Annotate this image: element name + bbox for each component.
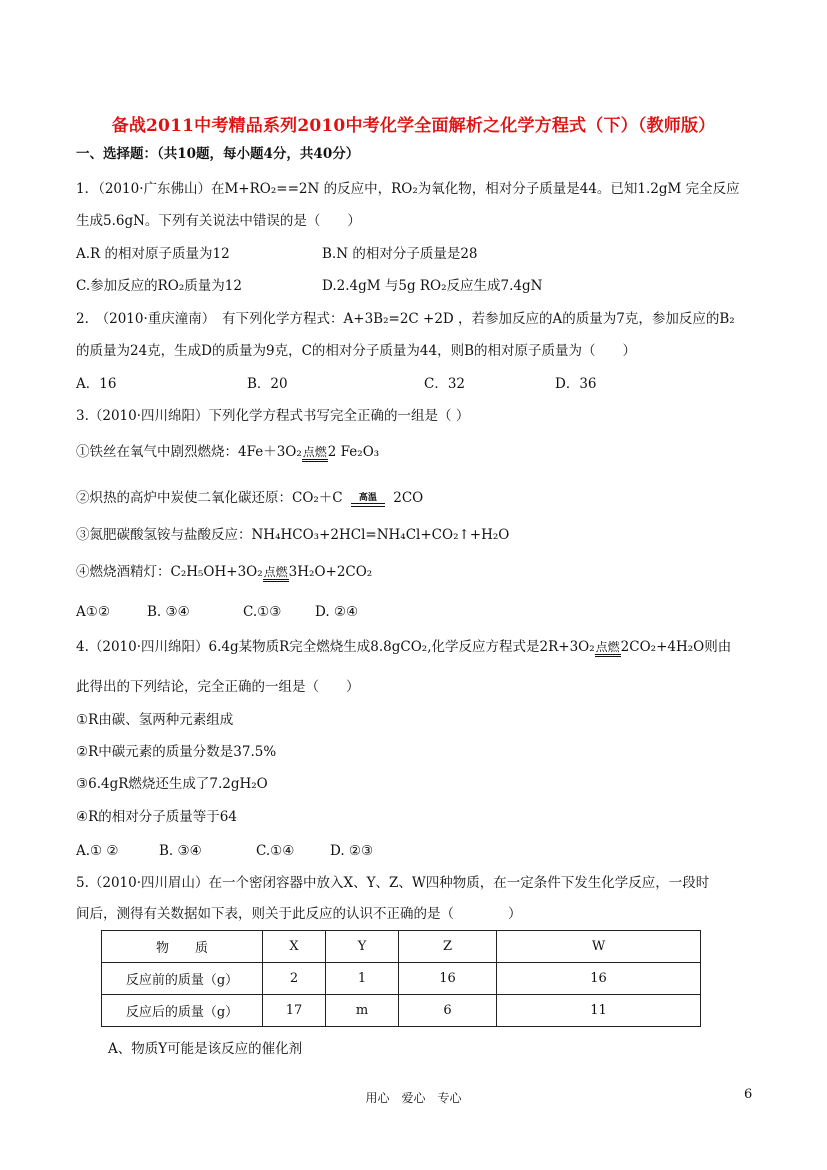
q3-item-2-text: ②炽热的高炉中炭使二氧化碳还原：CO₂＋C bbox=[76, 490, 343, 506]
q4-item-3: ③6.4gR燃烧还生成了7.2gH₂O bbox=[76, 776, 268, 792]
q4-option-a: A.① ② bbox=[76, 843, 119, 859]
table-row bbox=[102, 995, 701, 1027]
q4-stem-tail: 2CO₂+4H₂O则由 bbox=[620, 639, 732, 655]
q3-item-1-condition: 点燃 bbox=[302, 445, 328, 462]
q4-stem-line2: 此得出的下列结论，完全正确的一组是（ ） bbox=[76, 679, 360, 695]
q4-option-b: B. ③④ bbox=[159, 843, 202, 859]
q3-item-4-product: 3H₂O+2CO₂ bbox=[288, 564, 373, 580]
q3-stem: 3.（2010·四川绵阳）下列化学方程式书写完全正确的一组是（ ） bbox=[76, 408, 470, 424]
table-cell: 反应后的质量（g） bbox=[102, 995, 263, 1027]
q3-option-a: A①② bbox=[76, 604, 110, 620]
q4-option-d: D. ②③ bbox=[330, 843, 374, 859]
q4-option-c: C.①④ bbox=[256, 843, 295, 859]
page-number: 6 bbox=[744, 1087, 753, 1102]
q3-item-2-double-line bbox=[351, 503, 385, 507]
q5-stem-line2: 间后，测得有关数据如下表，则关于此反应的认识不正确的是（ ） bbox=[76, 906, 522, 922]
page-footer: 用心 爱心 专心 bbox=[365, 1091, 462, 1105]
table-header-cell: Y bbox=[326, 931, 399, 963]
q3-item-1-text: ①铁丝在氧气中剧烈燃烧：4Fe＋3O₂ bbox=[76, 444, 302, 460]
q4-item-4: ④R的相对分子质量等于64 bbox=[76, 809, 237, 825]
q1-option-d: D.2.4gM 与5g RO₂反应生成7.4gN bbox=[322, 278, 543, 294]
table-cell: 6 bbox=[399, 995, 497, 1027]
q2-stem-line2: 的质量为24克，生成D的质量为9克，C的相对分子质量为44，则B的相对原子质量为（ ） bbox=[76, 343, 637, 359]
q4-item-1: ①R由碳、氢两种元素组成 bbox=[76, 712, 234, 728]
q3-item-2 bbox=[76, 489, 423, 507]
table-header-cell: X bbox=[263, 931, 326, 963]
table-row bbox=[102, 931, 701, 963]
table-cell: 16 bbox=[497, 963, 701, 995]
q3-option-c: C.①③ bbox=[243, 604, 282, 620]
q3-item-3: ③氮肥碳酸氢铵与盐酸反应：NH₄HCO₃+2HCl=NH₄Cl+CO₂↑+H₂O bbox=[76, 527, 510, 543]
table-cell: m bbox=[326, 995, 399, 1027]
q1-stem-line2: 生成5.6gN。下列有关说法中错误的是（ ） bbox=[76, 213, 361, 229]
table-header-cell: Z bbox=[399, 931, 497, 963]
q3-item-1-product: 2 Fe₂O₃ bbox=[327, 444, 380, 460]
q3-item-4 bbox=[76, 563, 372, 582]
q3-option-b: B. ③④ bbox=[147, 604, 190, 620]
q2-option-d: D．36 bbox=[555, 376, 597, 392]
table-row bbox=[102, 963, 701, 995]
table-cell: 1 bbox=[326, 963, 399, 995]
q4-item-2: ②R中碳元素的质量分数是37.5% bbox=[76, 744, 277, 760]
table-header-cell: 物 质 bbox=[102, 931, 263, 963]
table-cell: 16 bbox=[399, 963, 497, 995]
table-cell: 17 bbox=[263, 995, 326, 1027]
q3-item-4-condition: 点燃 bbox=[263, 565, 289, 582]
document-title: 备战2011中考精品系列2010中考化学全面解析之化学方程式（下）（教师版） bbox=[111, 116, 716, 136]
table-cell: 11 bbox=[497, 995, 701, 1027]
q1-option-a: A.R 的相对原子质量为12 bbox=[76, 246, 230, 262]
q5-data-table bbox=[101, 930, 701, 1027]
q3-item-4-text: ④燃烧酒精灯：C₂H₅OH+3O₂ bbox=[76, 564, 263, 580]
q3-item-2-product: 2CO bbox=[393, 490, 424, 506]
table-cell: 反应前的质量（g） bbox=[102, 963, 263, 995]
q4-condition: 点燃 bbox=[595, 640, 621, 657]
q3-item-2-condition: 高温 bbox=[358, 493, 377, 503]
q1-stem-line1: 1．（2010·广东佛山）在M+RO₂==2N 的反应中，RO₂为氧化物，相对分子质量是44。已知1.2gM 完全反应 bbox=[76, 181, 740, 197]
q3-item-2-equals-sign bbox=[351, 493, 385, 507]
q5-stem-line1: 5.（2010·四川眉山）在一个密闭容器中放入X、Y、Z、W四种物质，在一定条件下发生化学反应，一段时 bbox=[76, 875, 710, 891]
q2-stem-line1: 2. （2010·重庆潼南） 有下列化学方程式：A+3B₂=2C +2D ，若参加反应的A的质量为7克，参加反应的B₂ bbox=[76, 311, 735, 327]
table-header-cell: W bbox=[497, 931, 701, 963]
q3-option-d: D. ②④ bbox=[315, 604, 359, 620]
q2-option-a: A．16 bbox=[76, 376, 117, 392]
q4-stem-line1 bbox=[76, 638, 731, 657]
table-cell: 2 bbox=[263, 963, 326, 995]
q3-item-1 bbox=[76, 443, 379, 462]
q1-option-c: C.参加反应的RO₂质量为12 bbox=[76, 278, 242, 294]
section-heading: 一、选择题：（共10题，每小题4分，共40分） bbox=[76, 146, 360, 162]
q2-option-b: B．20 bbox=[247, 376, 288, 392]
q4-stem-text: 4.（2010·四川绵阳）6.4g某物质R完全燃烧生成8.8gCO₂,化学反应方程式是2R+3O₂ bbox=[76, 639, 595, 655]
q5-option-a: A、物质Y可能是该反应的催化剂 bbox=[108, 1041, 303, 1057]
q1-option-b: B.N 的相对分子质量是28 bbox=[322, 246, 478, 262]
q2-option-c: C．32 bbox=[424, 376, 466, 392]
